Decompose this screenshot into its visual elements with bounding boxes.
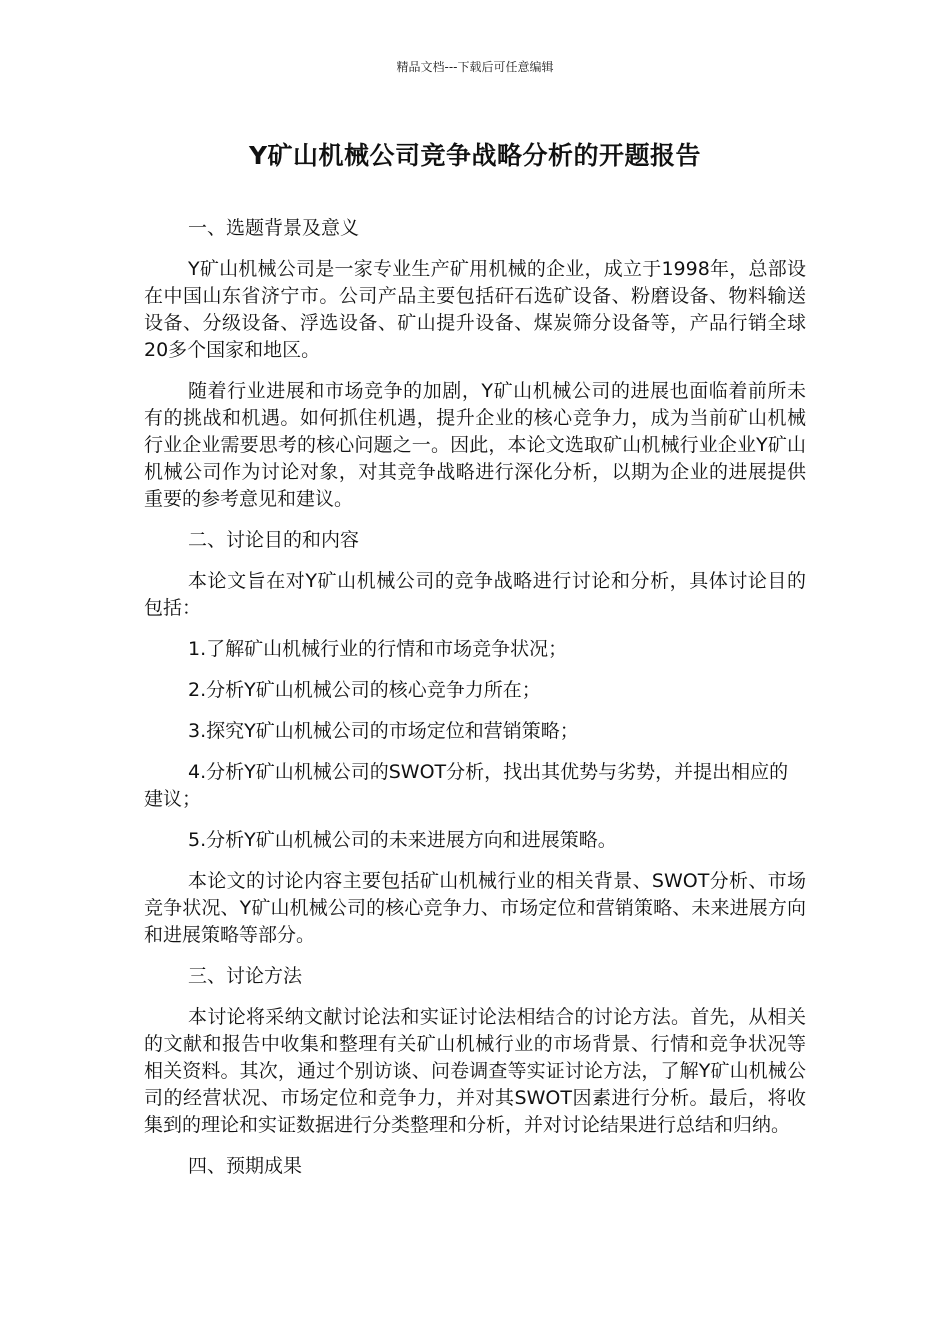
document-title: Y矿山机械公司竞争战略分析的开题报告 bbox=[248, 141, 702, 170]
objective-item-3: 3.探究Y矿山机械公司的市场定位和营销策略； bbox=[188, 720, 579, 742]
section-heading-expected-results: 四、预期成果 bbox=[188, 1155, 303, 1177]
section-heading-objectives: 二、讨论目的和内容 bbox=[188, 529, 360, 551]
paragraph-company-intro: Y矿山机械公司是一家专业生产矿用机械的企业，成立于1998年，总部设在中国山东省济宁市。公司产品主要包括矸石选矿设备、粉磨设备、物料输送设备、分级设备、浮选设备、矿山提升设备、煤炭筛分设备等，产品行销全球20多个国家和地区。 bbox=[144, 258, 806, 361]
objective-item-4: 4.分析Y矿山机械公司的SWOT分析，找出其优势与劣势，并提出相应的建议； bbox=[144, 761, 789, 810]
document-body bbox=[144, 215, 806, 1194]
section-heading-methods: 三、讨论方法 bbox=[188, 965, 303, 987]
objective-item-1: 1.了解矿山机械行业的行情和市场竞争状况； bbox=[188, 638, 568, 660]
paragraph-significance: 随着行业进展和市场竞争的加剧，Y矿山机械公司的进展也面临着前所未有的挑战和机遇。如何抓住机遇，提升企业的核心竞争力，成为当前矿山机械行业企业需要思考的核心问题之一。因此，本论文选取矿山机械行业企业Y矿山机械公司作为讨论对象，对其竞争战略进行深化分析，以期为企业的进展提供重要的参考意见和建议。 bbox=[144, 380, 806, 510]
paragraph-methods: 本讨论将采纳文献讨论法和实证讨论法相结合的讨论方法。首先，从相关的文献和报告中收集和整理有关矿山机械行业的市场背景、行情和竞争状况等相关资料。其次，通过个别访谈、问卷调查等实证讨论方法，了解Y矿山机械公司的经营状况、市场定位和竞争力，并对其SWOT因素进行分析。最后，将收集到的理论和实证数据进行分类整理和分析，并对讨论结果进行总结和归纳。 bbox=[144, 1006, 806, 1136]
paragraph-objectives-intro: 本论文旨在对Y矿山机械公司的竞争战略进行讨论和分析，具体讨论目的包括： bbox=[144, 570, 806, 619]
paragraph-research-content: 本论文的讨论内容主要包括矿山机械行业的相关背景、SWOT分析、市场竞争状况、Y矿山机械公司的核心竞争力、市场定位和营销策略、未来进展方向和进展策略等部分。 bbox=[144, 870, 806, 946]
section-heading-background: 一、选题背景及意义 bbox=[188, 217, 360, 239]
page-header: 精品文档---下载后可任意编辑 bbox=[396, 60, 554, 74]
objective-item-2: 2.分析Y矿山机械公司的核心竞争力所在； bbox=[188, 679, 541, 701]
objective-item-5: 5.分析Y矿山机械公司的未来进展方向和进展策略。 bbox=[188, 829, 617, 851]
